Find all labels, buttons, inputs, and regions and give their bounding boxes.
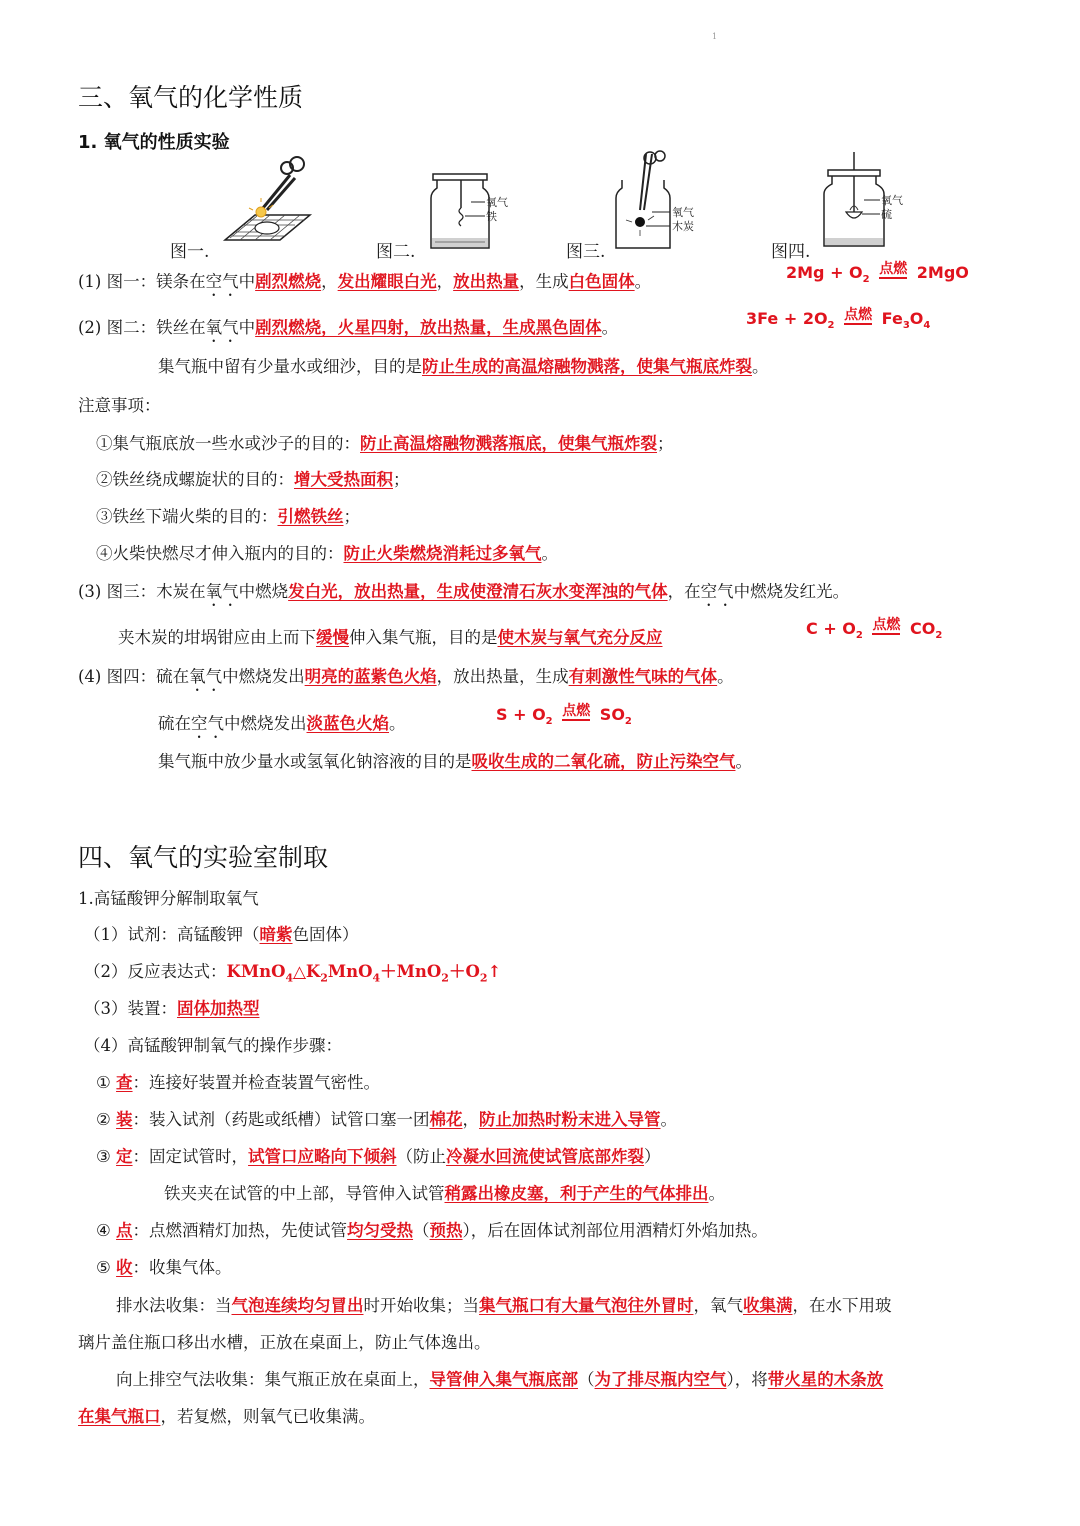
- item2-eq-right-o: O: [909, 308, 924, 328]
- s4-p2-mid: （: [578, 1370, 595, 1389]
- s4-step-3-line2: [164, 1182, 725, 1206]
- item3-line2-mid: 伸入集气瓶，目的是: [349, 628, 498, 647]
- item2-eq-right-sub1: 3: [902, 320, 910, 331]
- s4-step-1-key: 查: [116, 1073, 133, 1092]
- item4-line3-prefix: 集气瓶中放少量水或氢氧化钠溶液的目的是: [158, 752, 472, 771]
- s4-r3-prefix: （3）装置：: [84, 999, 177, 1018]
- item2-line2-end: 。: [752, 357, 769, 376]
- item3-keyword-2: 空气: [700, 582, 734, 601]
- section3-title: 三、氧气的化学性质: [78, 83, 304, 112]
- figure-3-label-charcoal: 木炭: [672, 220, 694, 233]
- item1-eq-sub: 2: [862, 274, 870, 285]
- item3-eq-left: C + O: [806, 618, 856, 638]
- s4-step-4-key: 点: [116, 1221, 133, 1240]
- s4-air-collection: [116, 1368, 883, 1392]
- item2-mid: 中: [238, 318, 256, 337]
- item4-line2-prefix: 硫在: [158, 714, 191, 733]
- s4-step-2-text: ：装入试剂（药匙或纸槽）试管口塞一团: [132, 1110, 430, 1129]
- figure-2-label-iron: 铁: [486, 210, 497, 223]
- s4-step-3-line2-answer: 稍露出橡皮塞，利于产生的气体排出: [444, 1184, 709, 1203]
- item4-line3-answer: 吸收生成的二氧化硫，防止污染空气: [471, 752, 736, 771]
- s4-r1-end: 色固体）: [292, 925, 359, 944]
- note-4: [96, 542, 558, 566]
- s4-p2-line2-end: ，若复燃，则氧气已收集满。: [160, 1407, 375, 1426]
- figure-2-iron-burning: [425, 168, 525, 254]
- item2-eq-sub: 2: [827, 320, 835, 331]
- item1-equation: [786, 262, 969, 285]
- item2-end: 。: [601, 318, 619, 337]
- item2-line2: [158, 355, 769, 379]
- item2-eq-left: 3Fe + 2O: [746, 308, 828, 328]
- s4-step-2-answer-1: 棉花: [429, 1110, 463, 1129]
- note-3-answer: 引燃铁丝: [277, 507, 344, 526]
- s4-step-3-line2-end: 。: [708, 1184, 725, 1203]
- item3-answer: 发白光，放出热量，生成使澄清石灰水变浑浊的气体: [288, 582, 668, 601]
- s4-r2-prefix: （2）反应表达式：: [84, 962, 227, 981]
- item3-line2-answer-2: 使木炭与氧气充分反应: [497, 628, 663, 647]
- item4-line2-answer: 淡蓝色火焰: [306, 714, 389, 733]
- s4-r3: [84, 997, 260, 1021]
- note-1-answer: 防止高温熔融物溅落瓶底，使集气瓶炸裂: [360, 434, 657, 453]
- s4-r4: （4）高锰酸钾制氧气的操作步骤：: [84, 1036, 342, 1055]
- note-3: [96, 505, 360, 529]
- s4-air-collection-line2: [78, 1405, 375, 1429]
- item4-line3: [158, 750, 752, 774]
- item2-eq-condition: 点燃: [844, 308, 872, 331]
- s4-p2-answer-3: 带火星的木条放: [767, 1370, 884, 1389]
- item4-answer-2: 有刺激性气味的气体: [568, 667, 718, 686]
- s4-r1: [84, 923, 359, 947]
- item2-line2-answer: 防止生成的高温熔融物溅落，使集气瓶底炸裂: [422, 357, 752, 376]
- s4-step-3-text: ：固定试管时，: [132, 1147, 249, 1166]
- s4-p1-answer-3: 收集满: [743, 1296, 793, 1315]
- item2-answer: 剧烈燃烧，火星四射，放出热量，生成黑色固体: [255, 318, 602, 337]
- note-1-prefix: ①集气瓶底放一些水或沙子的目的：: [96, 434, 360, 453]
- note-1-end: ；: [657, 434, 674, 453]
- s4-r2: [84, 960, 501, 990]
- item4-eq-right: SO: [599, 704, 625, 724]
- item1-sep1: ，: [321, 272, 338, 291]
- s4-step-1: [96, 1071, 380, 1095]
- s4-step-3-line2-prefix: 铁夹夹在试管的中上部，导管伸入试管: [164, 1184, 445, 1203]
- item4-keyword: 氧气: [189, 667, 223, 686]
- item4-line2: [158, 712, 406, 742]
- s4-step-4-mid: （: [413, 1221, 430, 1240]
- item4-equation: [496, 704, 632, 727]
- s4-p1-answer-2: 集气瓶口有大量气泡往外冒时: [479, 1296, 694, 1315]
- s4-p2-line2-answer: 在集气瓶口: [78, 1407, 161, 1426]
- item1-keyword: 空气: [205, 272, 239, 291]
- item4-answer-1: 明亮的蓝紫色火焰: [304, 667, 437, 686]
- s4-step-4: [96, 1219, 768, 1243]
- item4-eq-right-sub: 2: [624, 716, 632, 727]
- s4-step-1-num: ①: [96, 1073, 111, 1092]
- s4-step-5: [96, 1256, 232, 1280]
- note-2: [96, 468, 410, 492]
- note-3-end: ；: [343, 507, 360, 526]
- item2-eq-right: Fe: [881, 308, 903, 328]
- s4-p1-prefix: 排水法收集：当: [116, 1296, 232, 1315]
- s4-step-4-answer-2: 预热: [429, 1221, 463, 1240]
- item3-eq-right: CO: [910, 618, 936, 638]
- item2-line: [78, 316, 618, 346]
- s4-step-4-end: ），后在固体试剂部位用酒精灯外焰加热。: [462, 1221, 768, 1240]
- item1-mid: 中: [238, 272, 256, 291]
- item4-sep: ，放出热量，生成: [436, 667, 569, 686]
- note-2-answer: 增大受热面积: [294, 470, 393, 489]
- item4-line3-end: 。: [735, 752, 752, 771]
- item1-prefix: (1) 图一：镁条在: [78, 272, 206, 291]
- s4-r3-answer: 固体加热型: [177, 999, 260, 1018]
- item3-line2-answer-1: 缓慢: [316, 628, 349, 647]
- s4-p1-answer-1: 气泡连续均匀冒出: [231, 1296, 364, 1315]
- item3-line: [78, 580, 849, 610]
- s4-step-3-key: 定: [116, 1147, 133, 1166]
- item4-end: 。: [717, 667, 734, 686]
- s4-step-4-num: ④: [96, 1221, 111, 1240]
- s4-r2-equation: $KMnO_4\triangle K_2MnO_4+MnO_2+O_2↑$: [226, 962, 502, 985]
- item3-sep: ，在: [667, 582, 701, 601]
- note-4-prefix: ④火柴快燃尽才伸入瓶内的目的：: [96, 544, 344, 563]
- s4-water-collection-line2: 璃片盖住瓶口移出水槽，正放在桌面上，防止气体逸出。: [78, 1333, 491, 1352]
- note-4-answer: 防止火柴燃烧消耗过多氧气: [343, 544, 542, 563]
- item1-sep2: ，: [436, 272, 454, 291]
- s4-step-2-end: 。: [660, 1110, 678, 1129]
- figure-4-label-oxygen: 氧气: [881, 194, 903, 207]
- note-1: [96, 432, 674, 456]
- s4-step-3: [96, 1145, 661, 1169]
- s4-step-2-sep: ，: [462, 1110, 480, 1129]
- item1-answer-3: 放出热量: [453, 272, 520, 291]
- s4-step-3-num: ③: [96, 1147, 111, 1166]
- s4-r1-answer: 暗紫: [259, 925, 293, 944]
- s4-step-5-num: ⑤: [96, 1258, 111, 1277]
- item4-eq-condition: 点燃: [562, 704, 590, 727]
- s4-step-2-num: ②: [96, 1110, 111, 1129]
- s4-step-3-answer-1: 试管口应略向下倾斜: [248, 1147, 397, 1166]
- item4-line: [78, 665, 734, 695]
- item1-answer-2: 发出耀眼白光: [337, 272, 437, 291]
- item4-eq-left: S + O: [496, 704, 546, 724]
- item1-answer-1: 剧烈燃烧: [255, 272, 322, 291]
- item1-end: 。: [634, 272, 652, 291]
- item2-prefix: (2) 图二：铁丝在: [78, 318, 206, 337]
- s4-step-4-answer-1: 均匀受热: [347, 1221, 414, 1240]
- item2-equation: [746, 308, 930, 331]
- s4-step-3-mid: （防止: [396, 1147, 447, 1166]
- figure-1-caption: 图一.: [170, 242, 210, 262]
- figure-4-sulfur-burning: [818, 152, 918, 254]
- item2-eq-right-sub2: 4: [923, 320, 931, 331]
- note-2-end: ；: [393, 470, 410, 489]
- s4-p2-answer-1: 导管伸入集气瓶底部: [429, 1370, 578, 1389]
- notes-title: 注意事项：: [78, 396, 161, 415]
- item3-keyword: 氧气: [205, 582, 239, 601]
- item3-line2: [118, 626, 663, 650]
- item4-mid: 中燃烧发出: [222, 667, 305, 686]
- item3-eq-sub: 2: [855, 630, 863, 641]
- section4-title: 四、氧气的实验室制取: [78, 843, 329, 872]
- figure-2-label-oxygen: 氧气: [486, 196, 508, 209]
- s4-p2-answer-2: 为了排尽瓶内空气: [594, 1370, 727, 1389]
- item3-end: 中燃烧发红光。: [733, 582, 850, 601]
- s4-step-2: [96, 1108, 677, 1132]
- item3-eq-right-sub: 2: [935, 630, 943, 641]
- s4-p1-mid-1: 时开始收集；当: [363, 1296, 479, 1315]
- item4-line2-end: 。: [389, 714, 406, 733]
- item3-prefix: (3) 图三：木炭在: [78, 582, 206, 601]
- item1-eq-left: 2Mg + O: [786, 262, 863, 282]
- figure-3-caption: 图三.: [566, 242, 606, 262]
- s4-p1-end: ，在水下用玻: [792, 1296, 892, 1315]
- figure-3-charcoal-burning: [612, 150, 712, 254]
- figure-1-magnesium-burning: [215, 150, 335, 255]
- item3-mid: 中燃烧: [238, 582, 289, 601]
- s4-r1-prefix: （1）试剂：高锰酸钾（: [84, 925, 260, 944]
- section4-subtitle: 1.高锰酸钾分解制取氧气: [78, 889, 259, 908]
- s4-step-4-text: ：点燃酒精灯加热，先使试管: [132, 1221, 348, 1240]
- page-mark: 1: [712, 32, 718, 41]
- item3-line2-prefix: 夹木炭的坩埚钳应由上而下: [118, 628, 316, 647]
- figure-3-label-oxygen: 氧气: [672, 206, 694, 219]
- s4-step-5-key: 收: [116, 1258, 133, 1277]
- item4-prefix: (4) 图四：硫在: [78, 667, 190, 686]
- s4-water-collection: [116, 1294, 892, 1318]
- figure-4-label-sulfur: 硫: [881, 208, 892, 221]
- s4-p2-mid-2: ），将: [726, 1370, 768, 1389]
- s4-p1-mid-2: ，氧气: [693, 1296, 743, 1315]
- s4-step-2-answer-2: 防止加热时粉末进入导管: [479, 1110, 661, 1129]
- item3-eq-condition: 点燃: [872, 618, 900, 641]
- note-3-prefix: ③铁丝下端火柴的目的：: [96, 507, 278, 526]
- note-4-end: 。: [541, 544, 558, 563]
- s4-step-3-answer-2: 冷凝水回流使试管底部炸裂: [446, 1147, 645, 1166]
- item1-sep3: ，生成: [519, 272, 569, 291]
- item1-line: [78, 270, 651, 300]
- s4-step-5-text: ：收集气体。: [132, 1258, 232, 1277]
- s4-step-3-end: ）: [644, 1147, 661, 1166]
- s4-p2-prefix: 向上排空气法收集：集气瓶正放在桌面上，: [116, 1370, 430, 1389]
- item3-equation: [806, 618, 942, 641]
- item1-eq-right: 2MgO: [916, 262, 969, 282]
- item1-eq-condition: 点燃: [879, 262, 907, 285]
- item2-keyword: 氧气: [205, 318, 239, 337]
- figure-2-caption: 图二.: [376, 242, 416, 262]
- s4-step-1-text: ：连接好装置并检查装置气密性。: [132, 1073, 381, 1092]
- figure-4-caption: 图四.: [771, 242, 811, 262]
- section3-subtitle: 1. 氧气的性质实验: [78, 132, 230, 153]
- item4-eq-sub: 2: [545, 716, 553, 727]
- note-2-prefix: ②铁丝绕成螺旋状的目的：: [96, 470, 294, 489]
- item4-line2-mid: 中燃烧发出: [224, 714, 307, 733]
- item2-line2-prefix: 集气瓶中留有少量水或细沙，目的是: [158, 357, 422, 376]
- s4-step-2-key: 装: [116, 1110, 133, 1129]
- item1-answer-4: 白色固体: [568, 272, 635, 291]
- item4-line2-keyword: 空气: [191, 714, 224, 733]
